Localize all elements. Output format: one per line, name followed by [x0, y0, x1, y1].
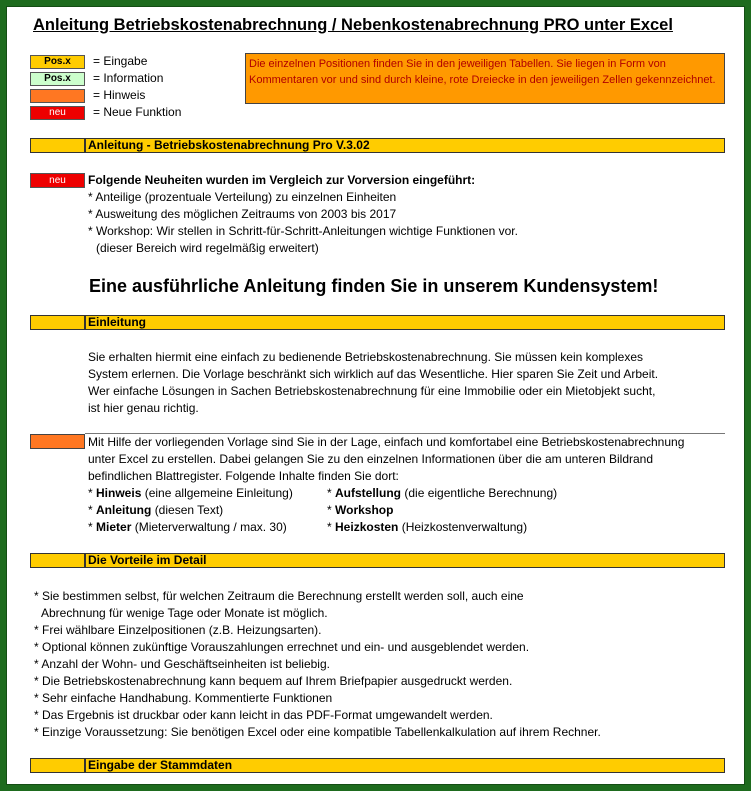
legend-label-hinweis: = Hinweis — [93, 88, 146, 102]
legend-label-information: = Information — [93, 71, 164, 85]
vorlage-line: Mit Hilfe der vorliegenden Vorlage sind Sie in der Lage, einfach und komfortabel eine Betriebskostenabrechnung — [88, 435, 685, 449]
section-header-einleitung: Einleitung — [85, 315, 725, 330]
neuheiten-item: * Anteilige (prozentuale Verteilung) zu einzelnen Einheiten — [88, 190, 397, 204]
separator-line — [85, 433, 725, 434]
vorteile-item: * Anzahl der Wohn- und Geschäftseinheiten ist beliebig. — [34, 657, 330, 671]
inhalt-anleitung: * Anleitung (diesen Text) — [88, 503, 224, 517]
vorteile-item: Abrechnung für wenige Tage oder Monate ist möglich. — [41, 606, 328, 620]
neu-badge: neu — [30, 173, 85, 188]
section-header-stammdaten: Eingabe der Stammdaten — [85, 758, 725, 773]
legend-label-eingabe: = Eingabe — [93, 54, 148, 68]
neuheiten-item: * Workshop: Wir stellen in Schritt-für-Schritt-Anleitungen wichtige Funktionen vor. — [88, 224, 518, 238]
vorteile-item: * Das Ergebnis ist druckbar oder kann leicht in das PDF-Format umgewandelt werden. — [34, 708, 493, 722]
einleitung-line: Wer einfache Lösungen in Sachen Betriebskostenabrechnung für eine Immobilie oder ein Mietobjekt sucht, — [88, 384, 656, 398]
inhalt-aufstellung: * Aufstellung (die eigentliche Berechnung) — [327, 486, 558, 500]
inhalt-workshop: * Workshop — [327, 503, 394, 517]
legend-box-hinweis — [30, 89, 85, 103]
neuheiten-heading: Folgende Neuheiten wurden im Vergleich zur Vorversion eingeführt: — [88, 173, 476, 187]
vorlage-line: befindlichen Blattregister. Folgende Inhalte finden Sie dort: — [88, 469, 399, 483]
document-page — [6, 6, 745, 785]
section-marker-stammdaten — [30, 758, 85, 773]
hinweis-marker — [30, 434, 85, 449]
vorteile-item: * Die Betriebskostenabrechnung kann bequem auf Ihrem Briefpapier ausgedruckt werden. — [34, 674, 513, 688]
page-title: Anleitung Betriebskostenabrechnung / Nebenkostenabrechnung PRO unter Excel — [33, 16, 673, 34]
section-marker-anleitung — [30, 138, 85, 153]
vorlage-line: unter Excel zu erstellen. Dabei gelangen Sie zu den einzelnen Informationen über die am unteren Bildrand — [88, 452, 654, 466]
legend-box-information: Pos.x — [30, 72, 85, 86]
section-header-anleitung: Anleitung - Betriebskostenabrechnung Pro V.3.02 — [85, 138, 725, 153]
section-header-vorteile: Die Vorteile im Detail — [85, 553, 725, 568]
einleitung-line: ist hier genau richtig. — [88, 401, 199, 415]
section-marker-einleitung — [30, 315, 85, 330]
legend-box-neu: neu — [30, 106, 85, 120]
vorteile-item: * Frei wählbare Einzelpositionen (z.B. Heizungsarten). — [34, 623, 322, 637]
einleitung-line: System erlernen. Die Vorlage beschränkt sich wirklich auf das Wesentliche. Hier sparen Sie Zeit und Arbeit. — [88, 367, 659, 381]
inhalt-hinweis: * Hinweis (eine allgemeine Einleitung) — [88, 486, 293, 500]
section-marker-vorteile — [30, 553, 85, 568]
vorteile-item: * Sie bestimmen selbst, für welchen Zeitraum die Berechnung erstellt werden soll, auch eine — [34, 589, 524, 603]
legend-label-neue-funktion: = Neue Funktion — [93, 105, 182, 119]
inhalt-heizkosten: * Heizkosten (Heizkostenverwaltung) — [327, 520, 528, 534]
legend-box-eingabe: Pos.x — [30, 55, 85, 69]
vorteile-item: * Optional können zukünftige Vorauszahlungen errechnet und ein- und ausgeblendet werden. — [34, 640, 530, 654]
comment-note-box: Die einzelnen Positionen finden Sie in den jeweiligen Tabellen. Sie liegen in Form von Kommentaren vor und sind durch kleine, rote Dreiecke in den jeweiligen Zellen gekennzeichnet. — [245, 53, 725, 104]
vorteile-item: * Sehr einfache Handhabung. Kommentierte Funktionen — [34, 691, 333, 705]
neuheiten-item: * Ausweitung des möglichen Zeitraums von 2003 bis 2017 — [88, 207, 397, 221]
einleitung-line: Sie erhalten hiermit eine einfach zu bedienende Betriebskostenabrechnung. Sie müssen kein komplexes — [88, 350, 644, 364]
neuheiten-note: (dieser Bereich wird regelmäßig erweitert) — [96, 241, 319, 255]
inhalt-mieter: * Mieter (Mieterverwaltung / max. 30) — [88, 520, 287, 534]
vorteile-item: * Einzige Voraussetzung: Sie benötigen Excel oder eine kompatible Tabellenkalkulation auf ihrem Rechner. — [34, 725, 601, 739]
kundensystem-headline: Eine ausführliche Anleitung finden Sie in unserem Kundensystem! — [89, 276, 659, 296]
